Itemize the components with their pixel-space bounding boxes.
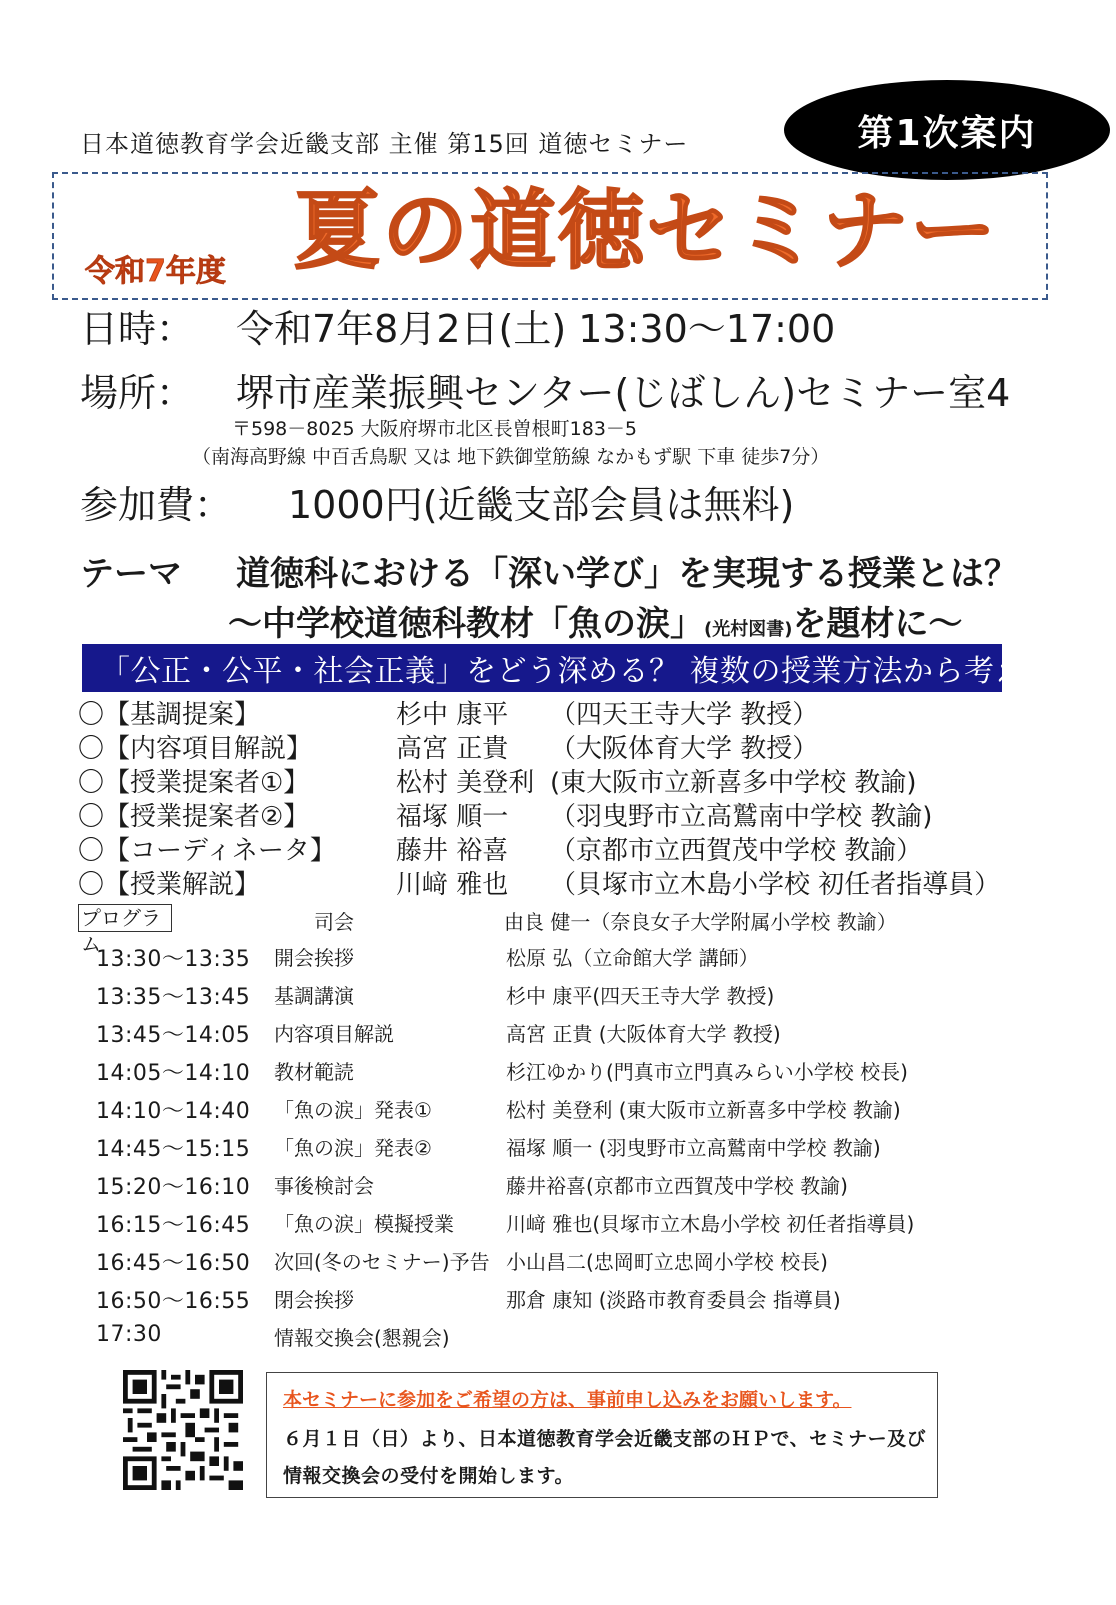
title-year: 令和7年度 xyxy=(85,254,226,289)
program-item: 開会挨拶 xyxy=(274,946,354,970)
program-person: 川﨑 雅也(貝塚市立木島小学校 初任者指導員) xyxy=(506,1212,915,1236)
program-person: 杉中 康平(四天王寺大学 教授) xyxy=(506,984,775,1008)
speaker-name: 藤井 裕喜 xyxy=(396,836,509,866)
theme-banner: 「公正・公平・社会正義」をどう深める？ 複数の授業方法から考える xyxy=(82,644,1002,692)
program-schedule xyxy=(96,942,1056,1360)
program-time: 16:45～16:50 xyxy=(96,1251,251,1276)
date-row xyxy=(80,298,836,353)
speaker-list xyxy=(78,694,1078,898)
program-person: 杉江ゆかり(門真市立門真みらい小学校 校長) xyxy=(506,1060,908,1084)
program-item: 基調講演 xyxy=(274,984,354,1008)
theme-line-2 xyxy=(228,596,962,645)
list-item xyxy=(78,830,1078,864)
notice-headline: 本セミナーに参加をご希望の方は、事前申し込みをお願いします。 xyxy=(283,1389,852,1411)
speaker-affiliation: (東大阪市立新喜多中学校 教諭) xyxy=(550,768,917,798)
program-time: 14:05～14:10 xyxy=(96,1061,251,1086)
program-item: 「魚の涙」模擬授業 xyxy=(274,1212,454,1236)
date-label: 日時： xyxy=(80,307,195,351)
theme-publisher: (光村図書) xyxy=(704,619,793,640)
table-row xyxy=(96,1094,1056,1132)
table-row xyxy=(96,1132,1056,1170)
program-time: 14:45～15:15 xyxy=(96,1137,251,1162)
speaker-affiliation: （四天王寺大学 教授） xyxy=(550,700,819,730)
speaker-role: 〇【授業提案者①】 xyxy=(78,768,310,798)
program-person: 松原 弘（立命館大学 講師） xyxy=(506,946,759,970)
program-time: 17:30 xyxy=(96,1322,162,1347)
speaker-name: 福塚 順一 xyxy=(396,802,509,832)
registration-notice xyxy=(266,1372,938,1498)
table-row xyxy=(96,1208,1056,1246)
program-person: 高宮 正貴 (大阪体育大学 教授) xyxy=(506,1022,781,1046)
place-label: 場所： xyxy=(80,371,195,415)
program-item: 教材範読 xyxy=(274,1060,354,1084)
access-line: （南海高野線 中百舌鳥駅 又は 地下鉄御堂筋線 なかもず駅 下車 徒歩7分） xyxy=(192,446,830,468)
place-row xyxy=(80,362,1011,417)
table-row xyxy=(96,1246,1056,1284)
list-item xyxy=(78,762,1078,796)
speaker-name: 高宮 正貴 xyxy=(396,734,509,764)
speaker-name: 川﨑 雅也 xyxy=(396,870,509,900)
first-notice-badge: 第1次案内 xyxy=(784,80,1110,180)
speaker-affiliation: （貝塚市立木島小学校 初任者指導員） xyxy=(550,870,1001,900)
theme-line-2-end: を題材に～ xyxy=(792,604,963,644)
place-value: 堺市産業振興センター(じばしん)セミナー室4 xyxy=(236,371,1011,415)
program-person: 小山昌二(忠岡町立忠岡小学校 校長) xyxy=(506,1250,828,1274)
table-row xyxy=(96,1056,1056,1094)
table-row xyxy=(96,1170,1056,1208)
list-item xyxy=(78,728,1078,762)
program-item: 「魚の涙」発表② xyxy=(274,1136,432,1160)
program-time: 14:10～14:40 xyxy=(96,1099,251,1124)
moderator-name: 由良 健一（奈良女子大学附属小学校 教諭） xyxy=(504,910,897,934)
table-row xyxy=(96,942,1056,980)
speaker-role: 〇【コーディネータ】 xyxy=(78,836,336,866)
list-item xyxy=(78,694,1078,728)
speaker-role: 〇【授業解説】 xyxy=(78,870,261,900)
list-item xyxy=(78,864,1078,898)
notice-body-1: ６月１日（日）より、日本道徳教育学会近畿支部のＨＰで、セミナー及び xyxy=(283,1428,927,1450)
program-person: 松村 美登利 (東大阪市立新喜多中学校 教諭) xyxy=(506,1098,901,1122)
fee-row xyxy=(80,474,795,529)
program-time: 13:35～13:45 xyxy=(96,985,251,1010)
speaker-affiliation: （大阪体育大学 教授） xyxy=(550,734,819,764)
program-time: 16:15～16:45 xyxy=(96,1213,251,1238)
program-item: 「魚の涙」発表① xyxy=(274,1098,432,1122)
program-time: 15:20～16:10 xyxy=(96,1175,251,1200)
speaker-affiliation: （京都市立西賀茂中学校 教諭） xyxy=(550,836,923,866)
table-row xyxy=(96,1284,1056,1322)
program-time: 16:50～16:55 xyxy=(96,1289,251,1314)
table-row xyxy=(96,980,1056,1018)
theme-label: テーマ xyxy=(80,554,182,594)
program-item: 情報交換会(懇親会) xyxy=(274,1326,450,1350)
program-person: 那倉 康知 (淡路市教育委員会 指導員) xyxy=(506,1288,841,1312)
fee-label: 参加費： xyxy=(80,483,233,527)
speaker-name: 杉中 康平 xyxy=(396,700,509,730)
program-item: 次回(冬のセミナー)予告 xyxy=(274,1250,490,1274)
program-label: プログラム xyxy=(78,904,172,932)
fee-value: 1000円(近畿支部会員は無料) xyxy=(288,483,795,527)
qr-code-icon xyxy=(122,1370,244,1490)
table-row xyxy=(96,1018,1056,1056)
theme-line-2-main: ～中学校道徳科教材「魚の涙」 xyxy=(228,604,704,644)
speaker-role: 〇【内容項目解説】 xyxy=(78,734,313,764)
speaker-role: 〇【授業提案者②】 xyxy=(78,802,310,832)
theme-line-1: 道徳科における「深い学び」を実現する授業とは？ xyxy=(236,554,1018,594)
page-title: 夏の道徳セミナー xyxy=(294,181,998,281)
organizer-line: 日本道徳教育学会近畿支部 主催 第15回 道徳セミナー xyxy=(80,130,689,158)
program-time: 13:45～14:05 xyxy=(96,1023,251,1048)
address-line: 〒598－8025 大阪府堺市北区長曽根町183－5 xyxy=(232,418,638,440)
program-person: 藤井裕喜(京都市立西賀茂中学校 教諭) xyxy=(506,1174,848,1198)
list-item xyxy=(78,796,1078,830)
speaker-role: 〇【基調提案】 xyxy=(78,700,261,730)
program-item: 内容項目解説 xyxy=(274,1022,394,1046)
speaker-affiliation: （羽曳野市立高鷲南中学校 教諭) xyxy=(550,802,933,832)
program-item: 事後検討会 xyxy=(274,1174,374,1198)
qr-code[interactable] xyxy=(122,1370,244,1490)
date-value: 令和7年8月2日(土) 13:30～17:00 xyxy=(236,307,836,351)
moderator-label: 司会 xyxy=(314,910,354,934)
program-person: 福塚 順一 (羽曳野市立高鷲南中学校 教諭) xyxy=(506,1136,881,1160)
program-item: 閉会挨拶 xyxy=(274,1288,354,1312)
notice-body-2: 情報交換会の受付を開始します。 xyxy=(283,1465,574,1487)
table-row xyxy=(96,1322,1056,1360)
program-time: 13:30～13:35 xyxy=(96,947,251,972)
speaker-name: 松村 美登利 xyxy=(396,768,535,798)
